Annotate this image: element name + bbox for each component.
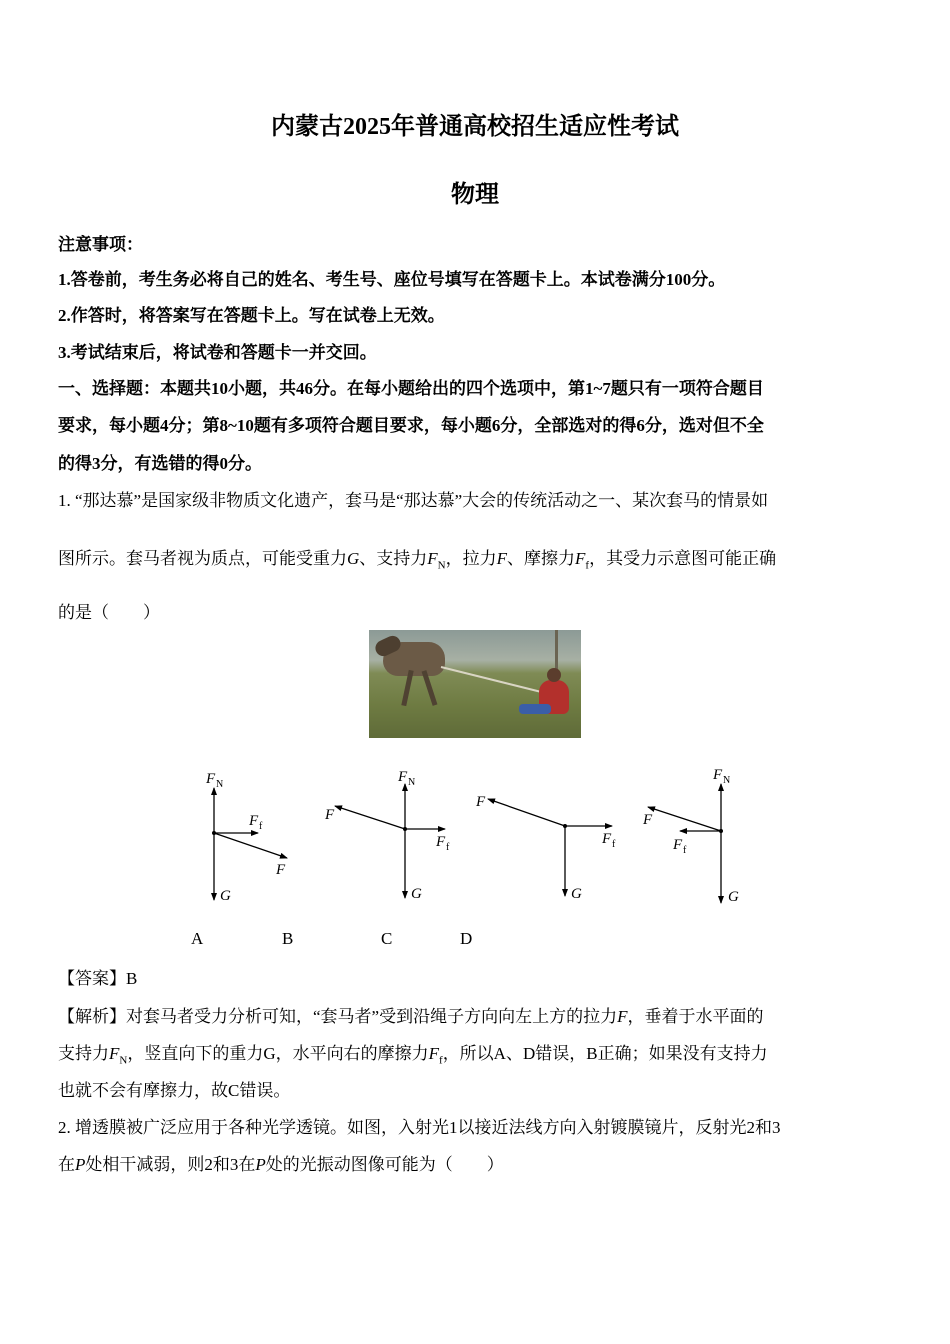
label-ff-sub: f <box>683 845 687 856</box>
label-f: F <box>476 794 486 810</box>
notice-item-3: 3.考试结束后，将试卷和答题卡一并交回。 <box>58 343 377 362</box>
particle-point <box>403 827 407 831</box>
tension-arrow <box>648 807 721 831</box>
q2-stem-line-1: 2. 增透膜被广泛应用于各种光学透镜。如图，入射光1以接近法线方向入射镀膜镜片，反射光2和3 <box>58 1118 781 1137</box>
particle-point <box>719 829 723 833</box>
q2-stem-line-2: 在P处相干减弱，则2和3在P处的光振动图像可能为（ ） <box>58 1155 504 1174</box>
label-ff-sub: f <box>612 839 616 850</box>
q1-stem-line-2: 图所示。套马者视为质点，可能受重力G、支持力$F_N$，拉力F、摩擦力$F_f$，其受力示意图可能正确 <box>58 549 777 572</box>
tension-arrow <box>335 806 405 829</box>
section-instructions-line-1: 一、选择题：本题共10小题，共46分。在每小题给出的四个选项中，第1~7题只有一项符合题目 <box>58 379 764 398</box>
label-f: F <box>276 862 286 878</box>
label-g: G <box>728 889 739 905</box>
label-fn: F <box>398 769 408 785</box>
label-ff: F <box>436 834 446 850</box>
notice-heading: 注意事项： <box>58 235 143 254</box>
section-instructions-line-2: 要求，每小题4分；第8~10题有多项符合题目要求，每小题6分，全部选对的得6分，选对但不全 <box>58 416 764 435</box>
label-g: G <box>571 886 582 902</box>
label-fn-sub: N <box>723 775 731 786</box>
particle-point <box>563 824 567 828</box>
force-diagram-c <box>475 794 616 902</box>
label-fn: F <box>206 771 216 787</box>
force-diagram-d <box>642 767 739 905</box>
q1-analysis-line-1: 【解析】对套马者受力分析可知，“套马者”受到沿绳子方向向左上方的拉力F，垂着于水平面的 <box>58 1007 764 1026</box>
notice-item-2: 2.作答时，将答案写在答题卡上。写在试卷上无效。 <box>58 306 445 325</box>
notice-item-1: 1.答卷前，考生务必将自己的姓名、考生号、座位号填写在答题卡上。本试卷满分100分。 <box>58 270 726 289</box>
label-g: G <box>220 888 231 904</box>
tension-arrow <box>488 799 565 826</box>
section-instructions-line-3: 的得3分，有选错的得0分。 <box>58 454 262 473</box>
q1-stem-line-3: 的是（ ） <box>58 603 160 622</box>
tension-arrow <box>214 833 287 858</box>
option-label-b: B <box>282 929 294 948</box>
label-g: G <box>411 886 422 902</box>
label-fn-sub: N <box>216 779 224 790</box>
label-ff-sub: f <box>259 821 263 832</box>
label-f: F <box>643 812 653 828</box>
label-fn-sub: N <box>408 777 416 788</box>
q1-analysis-line-3: 也就不会有摩擦力，故C错误。 <box>58 1081 291 1100</box>
q1-answer: 【答案】B <box>58 969 138 988</box>
subject-title: 物理 <box>451 182 499 208</box>
option-label-a: A <box>191 929 204 948</box>
label-fn: F <box>713 767 723 783</box>
label-ff: F <box>673 837 683 853</box>
exam-title: 内蒙古2025年普通高校招生适应性考试 <box>271 114 679 140</box>
q1-analysis-line-2: 支持力$F_N$，竖直向下的重力G，水平向右的摩擦力$F_f$，所以A、D错误，B正确；如果没有支持力 <box>58 1044 768 1067</box>
particle-point <box>212 831 216 835</box>
force-diagram-a <box>205 771 287 904</box>
label-ff: F <box>249 813 259 829</box>
force-diagram-b <box>324 769 450 902</box>
label-ff: F <box>602 831 612 847</box>
option-label-c: C <box>381 929 393 948</box>
label-ff-sub: f <box>446 842 450 853</box>
option-label-d: D <box>460 929 473 948</box>
q1-stem-line-1: 1. “那达慕”是国家级非物质文化遗产，套马是“那达慕”大会的传统活动之一、某次套马的情景如 <box>58 491 769 510</box>
label-f: F <box>325 807 335 823</box>
